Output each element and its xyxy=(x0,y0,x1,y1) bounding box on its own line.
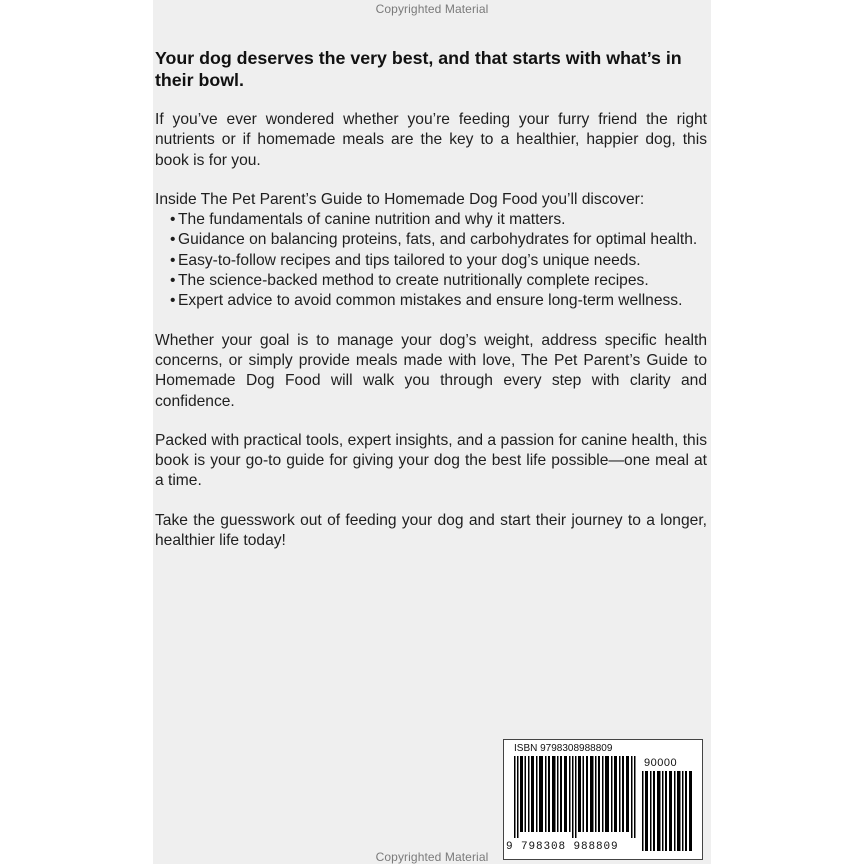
headline: Your dog deserves the very best, and that starts with what’s in their bowl. xyxy=(155,48,682,90)
list-item xyxy=(155,271,707,291)
packed-paragraph: Packed with practical tools, expert insights, and a passion for canine health, this book is your go-to guide for giving your dog the best life possible—one meal at a time. xyxy=(155,431,707,490)
feature-list xyxy=(155,210,707,311)
list-item xyxy=(155,210,707,230)
list-item xyxy=(155,251,707,271)
isbn-barcode xyxy=(503,739,703,860)
bullet-icon: • xyxy=(170,292,176,310)
isbn-label: ISBN 9798308988809 xyxy=(514,743,613,754)
closing-paragraph: Take the guesswork out of feeding your dog and start their journey to a longer, healthier life today! xyxy=(155,511,707,550)
barcode-bars-icon xyxy=(514,756,636,838)
back-cover-text xyxy=(155,47,707,570)
copyright-watermark-top: Copyrighted Material xyxy=(375,2,489,16)
list-item xyxy=(155,291,707,311)
list-item-text: Expert advice to avoid common mistakes and ensure long-term wellness. xyxy=(178,292,683,310)
bullet-icon: • xyxy=(170,272,176,290)
list-item-text: The science-backed method to create nutritionally complete recipes. xyxy=(178,272,649,290)
copyright-watermark-bottom: Copyrighted Material xyxy=(375,850,489,864)
list-item xyxy=(155,230,707,250)
list-item-text: Easy-to-follow recipes and tips tailored to your dog’s unique needs. xyxy=(178,251,641,269)
discover-intro: Inside The Pet Parent’s Guide to Homemade Dog Food you’ll discover: xyxy=(155,190,645,208)
intro-paragraph: If you’ve ever wondered whether you’re feeding your furry friend the right nutrients or if homemade meals are the key to a healthier, happier dog, this book is for you. xyxy=(155,111,707,169)
price-code: 90000 xyxy=(644,757,678,769)
barcode-digits: 9 798308 988809 xyxy=(506,841,619,853)
book-back-cover xyxy=(153,0,711,864)
list-item-text: Guidance on balancing proteins, fats, and carbohydrates for optimal health. xyxy=(178,231,698,249)
list-item-text: The fundamentals of canine nutrition and why it matters. xyxy=(178,211,566,229)
bullet-icon: • xyxy=(170,211,176,229)
goal-paragraph: Whether your goal is to manage your dog’s weight, address specific health concerns, or simply provide meals made with love, The Pet Parent’s Guide to Homemade Dog Food will walk you through every step with clarity and confidence. xyxy=(155,331,707,410)
bullet-icon: • xyxy=(170,251,176,269)
bullet-icon: • xyxy=(170,231,176,249)
addon-barcode-icon xyxy=(642,771,694,851)
